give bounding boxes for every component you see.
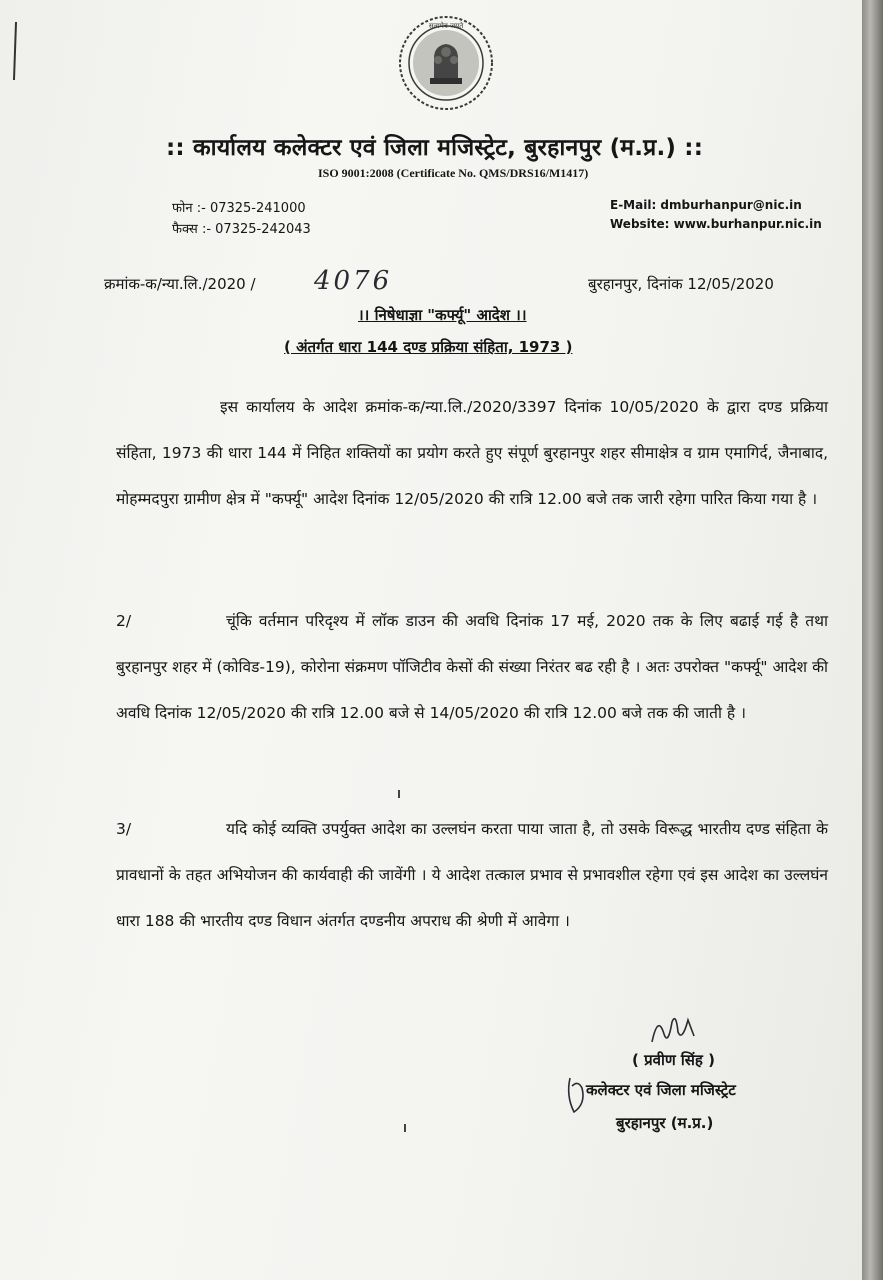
seal-text: सत्यमेव जयते (428, 22, 464, 30)
paragraph-3-number: 3/ (116, 820, 132, 838)
pen-mark (13, 22, 17, 80)
office-title: :: कार्यालय कलेक्टर एवं जिला मजिस्ट्रेट, बुरहानपुर (म.प्र.) :: (166, 135, 704, 161)
fax-number: फैक्स :- 07325-242043 (172, 222, 311, 237)
paragraph-2-text: चूंकि वर्तमान परिदृश्य में लॉक डाउन की अवधि दिनांक 17 मई, 2020 तक के लिए बढाई गई है तथा बुरहानपुर शहर में (कोविड-19), कोरोना संक्रमण पॉजिटीव केसों की संख्या निरंतर बढ रही है । अतः उपरोक्त "कर्फ्यू" आदेश की अवधि दिनांक 12/05/2020 की रात्रि 12.00 बजे से 14/05/2020 की रात्रि 12.00 बजे तक की जाती है । (116, 612, 828, 722)
paragraph-3-text: यदि कोई व्यक्ति उपर्युक्त आदेश का उल्लघंन करता पाया जाता है, तो उसके विरूद्ध भारतीय दण्ड संहिता के प्रावधानों के तहत अभियोजन की कार्यवाही की जावेंगी । ये आदेश तत्काल प्रभाव से प्रभावशील रहेगा एवं इस आदेश का उल्लघंन धारा 188 की भारतीय दण्ड विधान अंतर्गत दण्डनीय अपराध की श्रेणी में आवेगा । (116, 820, 828, 930)
website-address: Website: www.burhanpur.nic.in (610, 217, 822, 231)
background-edge (862, 0, 883, 1280)
order-title: ।। निषेधाज्ञा "कर्फ्यू" आदेश ।। (358, 306, 527, 324)
signatory-location: बुरहानपुर (म.प्र.) (616, 1114, 714, 1132)
paper-speck (398, 790, 400, 798)
emblem-seal-icon (396, 14, 496, 112)
order-subtitle: ( अंतर्गत धारा 144 दण्ड प्रक्रिया संहिता, 1973 ) (284, 338, 573, 356)
paragraph-3 (116, 806, 828, 944)
place-date: बुरहानपुर, दिनांक 12/05/2020 (588, 275, 774, 293)
signature-scribble-icon (648, 1012, 702, 1048)
paragraph-1 (116, 384, 828, 522)
paragraph-1-text: इस कार्यालय के आदेश क्रमांक-क/न्या.लि./2020/3397 दिनांक 10/05/2020 के द्वारा दण्ड प्रक्रिया संहिता, 1973 की धारा 144 में निहित शक्तियों का प्रयोग करते हुए संपूर्ण बुरहानपुर शहर सीमाक्षेत्र व ग्राम एमागिर्द, जैनाबाद, मोहम्मदपुरा ग्रामीण क्षेत्र में "कर्फ्यू" आदेश दिनांक 12/05/2020 की रात्रि 12.00 बजे तक जारी रहेगा पारित किया गया है । (116, 398, 828, 508)
paragraph-2-number: 2/ (116, 612, 132, 630)
iso-certificate: ISO 9001:2008 (Certificate No. QMS/DRS16/M1417) (318, 166, 589, 180)
paper-speck (404, 1124, 406, 1132)
paragraph-2 (116, 598, 828, 736)
email-address: E-Mail: dmburhanpur@nic.in (610, 198, 802, 212)
signatory-name: ( प्रवीण सिंह ) (632, 1051, 715, 1069)
order-number-prefix: क्रमांक-क/न्या.लि./2020 / (104, 275, 256, 293)
handwritten-order-number: 4076 (314, 266, 393, 296)
phone-number: फोन :- 07325-241000 (172, 201, 306, 216)
signatory-designation: कलेक्टर एवं जिला मजिस्ट्रेट (586, 1081, 736, 1099)
